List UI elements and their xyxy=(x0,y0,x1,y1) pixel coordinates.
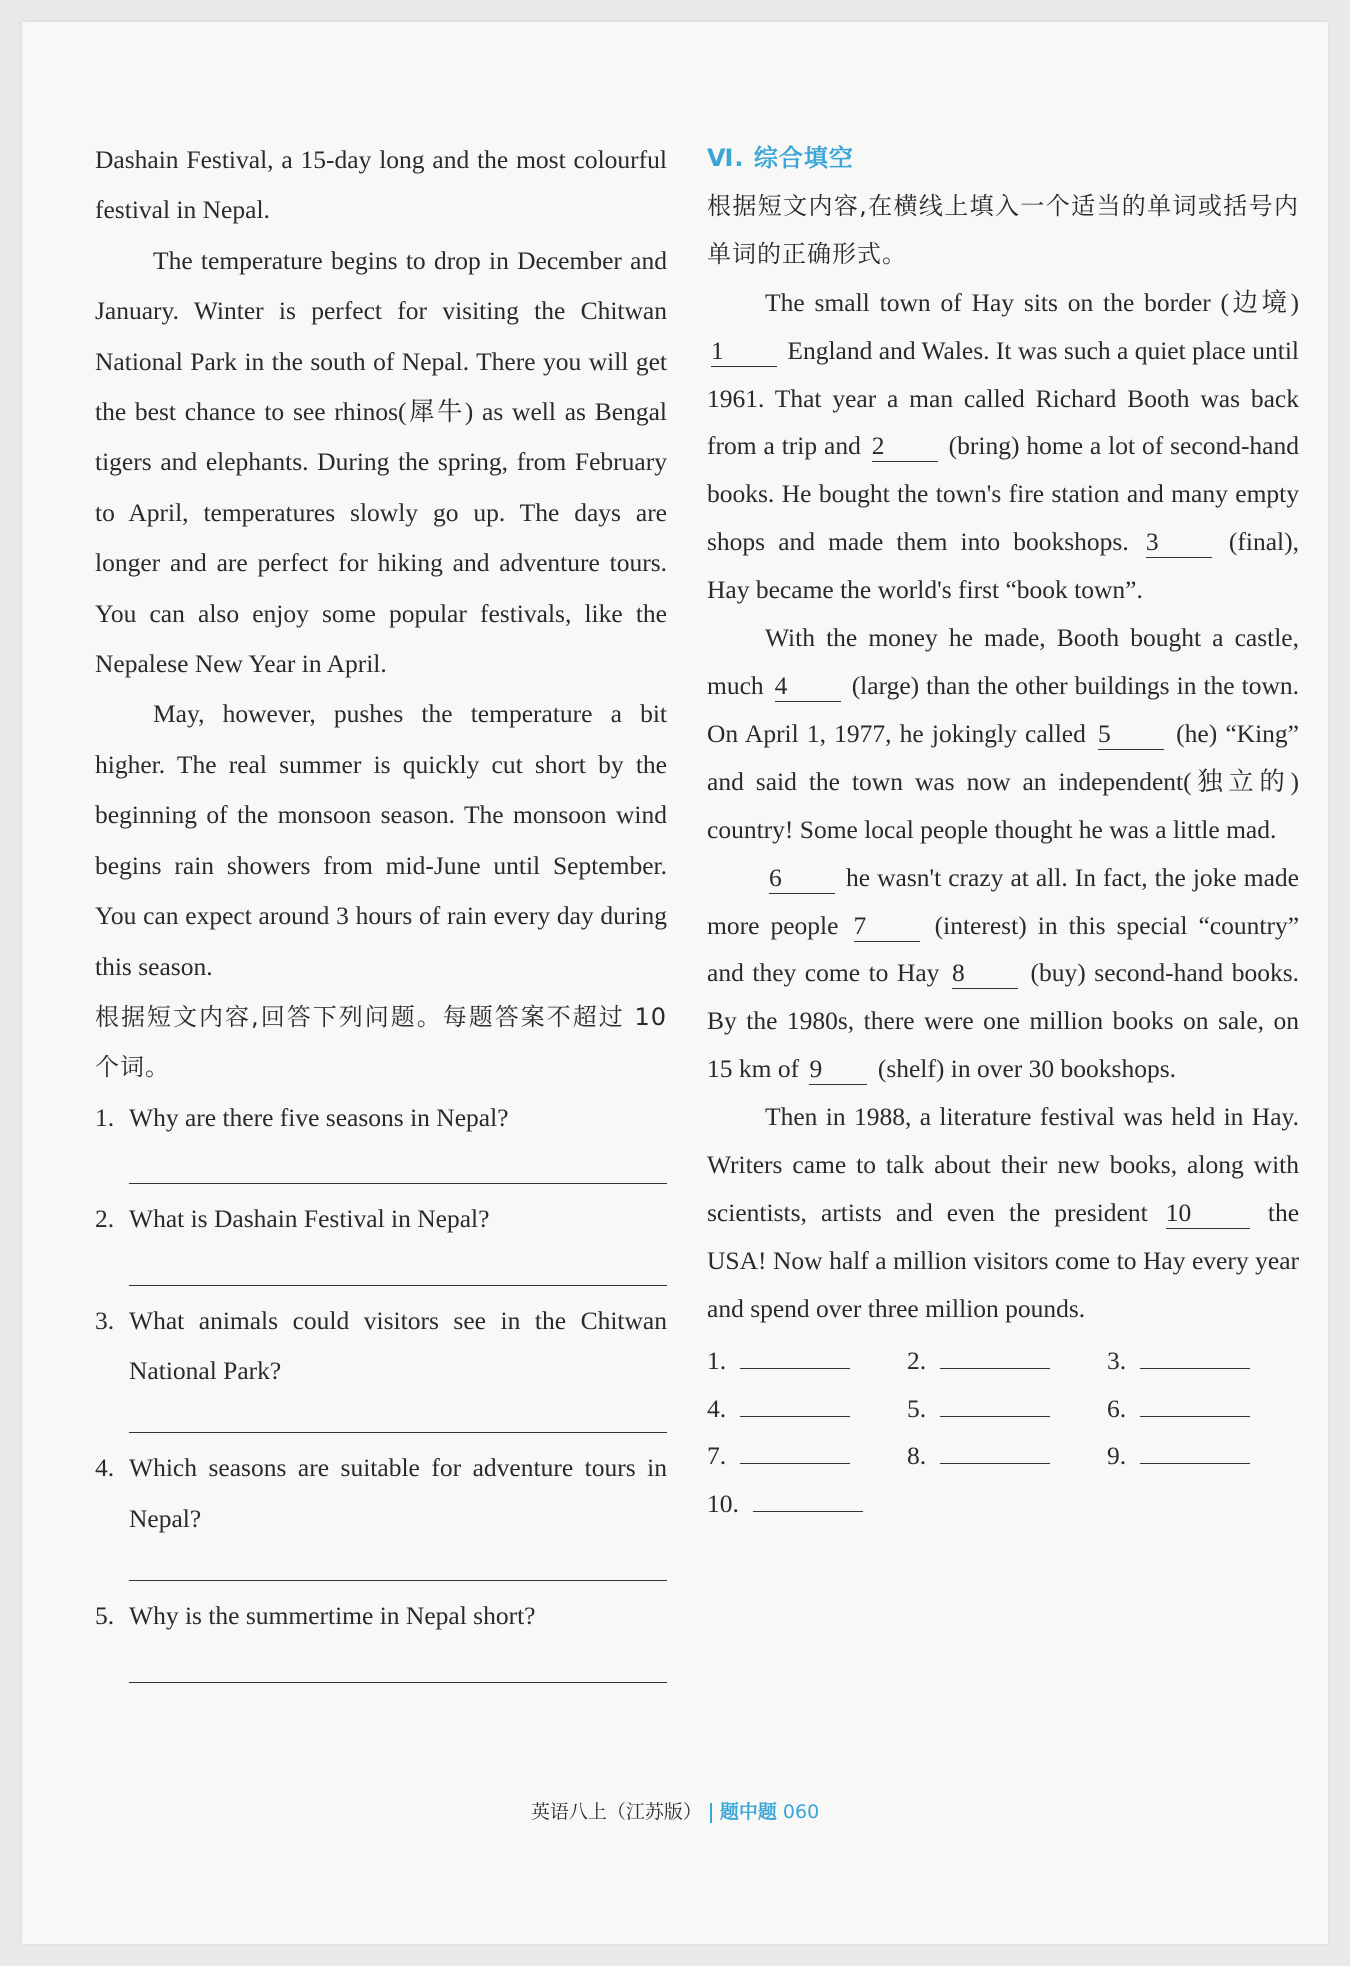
cloze-paragraph-1: The small town of Hay sits on the border (边境) 1 England and Wales. It was such a quiet place until 1961. That year a man called Richard Booth was back from a trip and 2 (bring) home a lot of second-hand books. He bought the town's fire station and many empty shops and made them into bookshops. 3 (final), Hay became the world's first “book town”. xyxy=(707,287,1300,605)
answer-line-5[interactable] xyxy=(129,1682,667,1683)
answer-line-4[interactable] xyxy=(129,1580,667,1581)
answer-slot-7[interactable]: 7. xyxy=(707,1432,907,1480)
reading-paragraph-2: The temperature begins to drop in December and January. Winter is perfect for visiting the Chitwan National Park in the south of Nepal. There you will get the best chance to see rhinos(犀牛) as well as Bengal tigers and elephants. During the spring, from February to April, temperatures slowly go up. The days are longer and are perfect for hiking and adventure tours. You can also enjoy some popular festivals, like the Nepalese New Year in April. xyxy=(95,245,667,679)
blank-8[interactable]: 8 xyxy=(952,958,1018,989)
answer-slot-10[interactable]: 10. xyxy=(707,1480,907,1528)
blank-10[interactable]: 10 xyxy=(1166,1198,1250,1229)
answer-slot-9[interactable]: 9. xyxy=(1107,1432,1287,1480)
question-text: Why are there five seasons in Nepal? xyxy=(129,1102,509,1132)
question-number: 3. xyxy=(95,1305,115,1335)
question-number: 1. xyxy=(95,1102,115,1132)
blank-5[interactable]: 5 xyxy=(1098,719,1164,750)
blank-2[interactable]: 2 xyxy=(872,431,938,462)
question-instruction: 根据短文内容,回答下列问题。每题答案不超过 10 个词。 xyxy=(95,1002,667,1082)
section-heading: Ⅵ. 综合填空 xyxy=(707,144,854,172)
question-4 xyxy=(95,1443,667,1581)
right-column xyxy=(707,135,1299,1528)
footer-divider xyxy=(710,1803,712,1823)
answer-slot-2[interactable]: 2. xyxy=(907,1337,1107,1385)
blank-1[interactable]: 1 xyxy=(711,336,777,367)
question-text: Which seasons are suitable for adventure tours in Nepal? xyxy=(129,1453,667,1533)
cloze-paragraph-3: 6 he wasn't crazy at all. In fact, the joke made more people 7 (interest) in this special “country” and they come to Hay 8 (buy) second-hand books. By the 1980s, there were one million books on sale, on 15 km of 9 (shelf) in over 30 bookshops. xyxy=(707,862,1300,1084)
question-5 xyxy=(95,1591,667,1682)
brand-name: 题中题 xyxy=(719,1801,777,1823)
question-number: 2. xyxy=(95,1204,115,1234)
blank-3[interactable]: 3 xyxy=(1146,527,1212,558)
answer-slot-6[interactable]: 6. xyxy=(1107,1385,1287,1433)
question-number: 5. xyxy=(95,1601,115,1631)
question-1 xyxy=(95,1093,667,1184)
answer-slot-1[interactable]: 1. xyxy=(707,1337,907,1385)
question-text: Why is the summertime in Nepal short? xyxy=(129,1601,536,1631)
question-2 xyxy=(95,1194,667,1285)
answer-slot-3[interactable]: 3. xyxy=(1107,1337,1287,1385)
blank-6[interactable]: 6 xyxy=(769,863,835,894)
question-number: 4. xyxy=(95,1453,115,1483)
left-column xyxy=(95,135,667,1683)
answer-slot-8[interactable]: 8. xyxy=(907,1432,1107,1480)
question-text: What is Dashain Festival in Nepal? xyxy=(129,1204,490,1234)
question-3 xyxy=(95,1296,667,1434)
answer-line-2[interactable] xyxy=(129,1285,667,1286)
page-footer xyxy=(22,1797,1328,1824)
answer-slot-5[interactable]: 5. xyxy=(907,1385,1107,1433)
cloze-paragraph-4: Then in 1988, a literature festival was held in Hay. Writers came to talk about their new books, along with scientists, artists and even the president 10 the USA! Now half a million visitors come to Hay every year and spend over three million pounds. xyxy=(707,1102,1300,1323)
reading-paragraph-3: May, however, pushes the temperature a bit higher. The real summer is quickly cut short by the beginning of the monsoon season. The monsoon wind begins rain showers from mid-June until September. You can expect around 3 hours of rain every day during this season. xyxy=(95,699,667,981)
page xyxy=(22,22,1328,1944)
blank-9[interactable]: 9 xyxy=(809,1054,867,1085)
answer-line-1[interactable] xyxy=(129,1183,667,1184)
reading-paragraph-1: Dashain Festival, a 15-day long and the most colourful festival in Nepal. xyxy=(95,145,667,225)
cloze-instruction: 根据短文内容,在横线上填入一个适当的单词或括号内单词的正确形式。 xyxy=(707,191,1299,268)
blank-7[interactable]: 7 xyxy=(854,911,920,942)
page-number: 060 xyxy=(782,1801,820,1823)
cloze-paragraph-2: With the money he made, Booth bought a castle, much 4 (large) than the other buildings in the town. On April 1, 1977, he jokingly called 5 (he) “King” and said the town was now an independent(独立的) country! Some local people thought he was a little mad. xyxy=(707,623,1299,844)
book-title: 英语八上（江苏版） xyxy=(530,1801,702,1823)
answer-slot-4[interactable]: 4. xyxy=(707,1385,907,1433)
blank-4[interactable]: 4 xyxy=(775,671,841,702)
question-text: What animals could visitors see in the Chitwan National Park? xyxy=(129,1305,667,1385)
answer-grid xyxy=(707,1337,1299,1529)
answer-line-3[interactable] xyxy=(129,1432,667,1433)
